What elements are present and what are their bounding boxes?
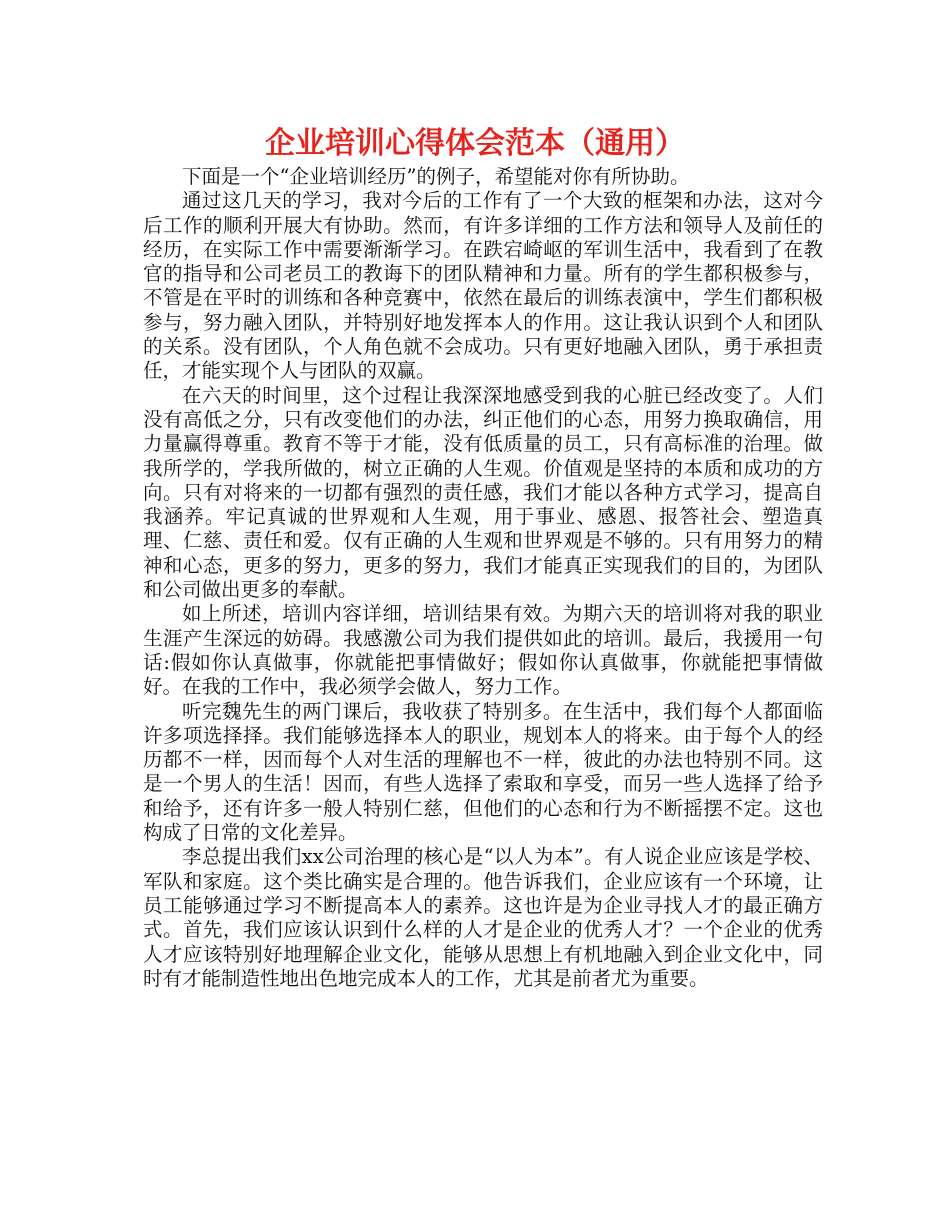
paragraph: 下面是一个“企业培训经历”的例子，希望能对你有所协助。 [182, 165, 690, 188]
paragraph: 听完魏先生的两门课后，我收获了特别多。在生活中，我们每个人都面临许多项选择择。我们能够选择本人的职业，规划本人的将来。由于每个人的经历都不一样，因而每个人对生活的理解也不一样，彼此的办法也特别不同。这是一个男人的生活！因而，有些人选择了索取和享受，而另一些人选择了给予和给予，还有许多一般人特别仁慈，但他们的心态和行为不断摇摆不定。这也构成了日常的文化差异。 [143, 699, 823, 845]
paragraph: 在六天的时间里，这个过程让我深深地感受到我的心脏已经改变了。人们没有高低之分，只有改变他们的办法，纠正他们的心态，用努力换取确信，用力量赢得尊重。教育不等于才能，没有低质量的员工，只有高标准的治理。做我所学的，学我所做的，树立正确的人生观。价值观是坚持的本质和成功的方向。只有对将来的一切都有强烈的责任感，我们才能以各种方式学习，提高自我涵养。牢记真诚的世界观和人生观，用于事业、感恩、报答社会、塑造真理、仁慈、责任和爱。仅有正确的人生观和世界观是不够的。只有用努力的精神和心态，更多的努力，更多的努力，我们才能真正实现我们的目的，为团队和公司做出更多的奉献。 [143, 383, 823, 602]
paragraph: 通过这几天的学习，我对今后的工作有了一个大致的框架和办法，这对今后工作的顺利开展大有协助。然而，有许多详细的工作方法和领导人及前任的经历，在实际工作中需要渐渐学习。在跌宕崎岖的军训生活中，我看到了在教官的指导和公司老员工的教诲下的团队精神和力量。所有的学生都积极参与，不管是在平时的训练和各种竞赛中，依然在最后的训练表演中，学生们都积极参与，努力融入团队，并特别好地发挥本人的作用。这让我认识到个人和团队的关系。没有团队，个人角色就不会成功。只有更好地融入团队，勇于承担责任，才能实现个人与团队的双赢。 [143, 189, 823, 383]
document-title: 企业培训心得体会范本（通用） [265, 126, 685, 161]
paragraph: 如上所述，培训内容详细，培训结果有效。为期六天的培训将对我的职业生涯产生深远的妨碍。我感激公司为我们提供如此的培训。最后，我援用一句话:假如你认真做事，你就能把事情做好；假如你认真做事，你就能把事情做好。在我的工作中，我必须学会做人，努力工作。 [143, 602, 823, 699]
document-body [143, 165, 823, 991]
paragraph: 李总提出我们xx公司治理的核心是“以人为本”。有人说企业应该是学校、军队和家庭。这个类比确实是合理的。他告诉我们，企业应该有一个环境，让员工能够通过学习不断提高本人的素养。这也许是为企业寻找人才的最正确方式。首先，我们应该认识到什么样的人才是企业的优秀人才？一个企业的优秀人才应该特别好地理解企业文化，能够从思想上有机地融入到企业文化中，同时有才能制造性地出色地完成本人的工作，尤其是前者尤为重要。 [143, 845, 823, 990]
